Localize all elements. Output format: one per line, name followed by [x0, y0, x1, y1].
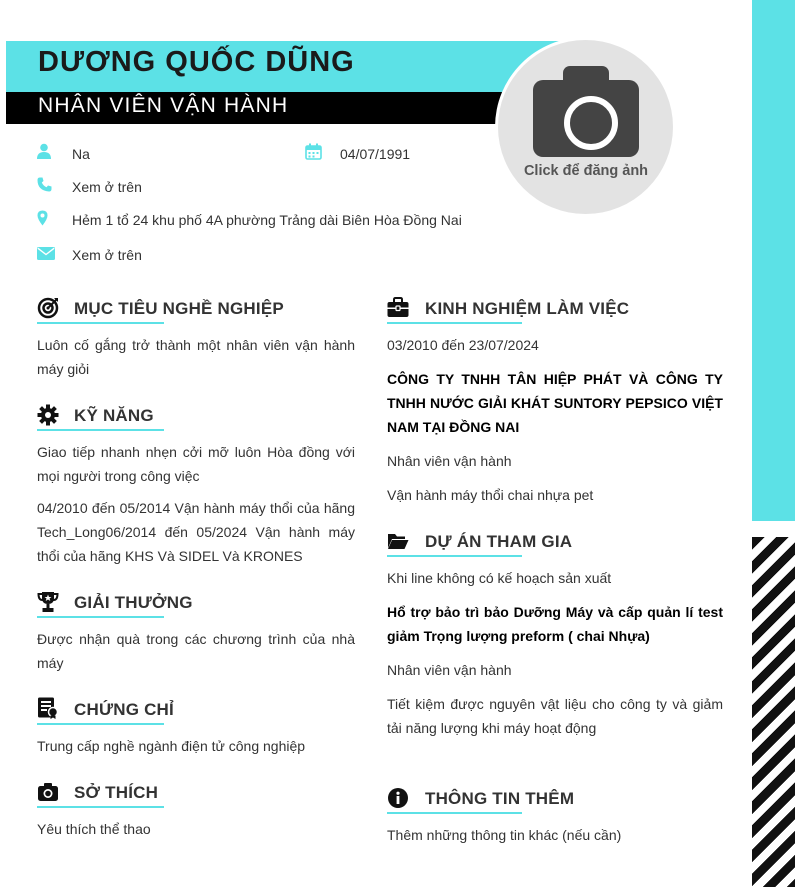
decor-cyan-bar [752, 0, 795, 521]
certificates-title[interactable]: CHỨNG CHỈ [74, 700, 174, 719]
calendar-icon [305, 143, 322, 165]
gender-value[interactable]: Na [72, 146, 90, 162]
additional-underline [387, 812, 522, 814]
location-icon [37, 210, 48, 231]
hobbies-text[interactable]: Yêu thích thể thao [37, 821, 151, 837]
project-role[interactable]: Nhân viên vận hành [387, 662, 512, 678]
skill-item[interactable]: 04/2010 đến 05/2014 Vận hành máy thổi của hãng Tech_Long06/2014 đến 05/2024 Vận hành máy thổi của hãng KHS Và SIDEL Và KRONES [37, 500, 355, 564]
email-icon [37, 247, 55, 265]
experience-company[interactable]: CÔNG TY TNHH TÂN HIỆP PHÁT VÀ CÔNG TY TNHH NƯỚC GIẢI KHÁT SUNTORY PEPSICO VIỆT NAM TẠI ĐỒNG NAI [387, 371, 723, 435]
objective-title[interactable]: MỤC TIÊU NGHỀ NGHIỆP [74, 299, 284, 318]
skills-underline [37, 429, 164, 431]
gear-icon [37, 404, 59, 426]
skills-title[interactable]: KỸ NĂNG [74, 406, 154, 425]
info-icon [387, 787, 409, 809]
objective-underline [37, 322, 164, 324]
trophy-icon [37, 591, 59, 613]
additional-title[interactable]: THÔNG TIN THÊM [425, 789, 575, 808]
awards-underline [37, 616, 164, 618]
camera-icon [37, 781, 59, 803]
awards-text[interactable]: Được nhận quà trong các chương trình của nhà máy [37, 631, 355, 671]
experience-position[interactable]: Nhân viên vận hành [387, 453, 512, 469]
experience-description[interactable]: Vận hành máy thổi chai nhựa pet [387, 487, 594, 503]
phone-value[interactable]: Xem ở trên [72, 179, 142, 195]
camera-lens-icon [564, 96, 618, 150]
user-icon [36, 143, 52, 164]
photo-upload-label[interactable]: Click để đăng ảnh [523, 163, 649, 179]
skill-item[interactable]: Giao tiếp nhanh nhẹn cởi mỡ luôn Hòa đồng với mọi người trong công việc [37, 444, 355, 484]
folder-open-icon [387, 530, 409, 552]
project-description[interactable]: Tiết kiệm được nguyên vật liệu cho công ty và giảm tải năng lượng khi máy hoạt động [387, 696, 723, 736]
briefcase-icon [387, 297, 409, 319]
address-value[interactable]: Hẻm 1 tổ 24 khu phố 4A phường Trảng dài Biên Hòa Đồng Nai [72, 212, 462, 228]
experience-period[interactable]: 03/2010 đến 23/07/2024 [387, 337, 539, 353]
email-value[interactable]: Xem ở trên [72, 247, 142, 263]
target-icon [37, 297, 59, 319]
experience-title[interactable]: KINH NGHIỆM LÀM VIỆC [425, 299, 630, 318]
project-context[interactable]: Khi line không có kế hoạch sản xuất [387, 570, 612, 586]
additional-text[interactable]: Thêm những thông tin khác (nếu cần) [387, 827, 622, 843]
projects-title[interactable]: DỰ ÁN THAM GIA [425, 532, 573, 551]
job-title[interactable]: NHÂN VIÊN VẬN HÀNH [38, 94, 289, 117]
project-name[interactable]: Hổ trợ bảo trì bảo Dưỡng Máy và cấp quản lí test giảm Trọng lượng preform ( chai Nhựa) [387, 604, 723, 644]
phone-icon [37, 177, 52, 197]
birthdate-value[interactable]: 04/07/1991 [340, 146, 411, 162]
projects-underline [387, 555, 522, 557]
objective-text[interactable]: Luôn cố gắng trở thành một nhân viên vận hành máy giỏi [37, 337, 355, 377]
hobbies-title[interactable]: SỞ THÍCH [74, 783, 159, 802]
full-name[interactable]: DƯƠNG QUỐC DŨNG [38, 46, 355, 78]
certificates-text[interactable]: Trung cấp nghề ngành điện tử công nghiệp [37, 738, 306, 754]
certificates-underline [37, 723, 164, 725]
decor-stripe-bar [752, 537, 795, 887]
hobbies-underline [37, 806, 164, 808]
certificate-icon [37, 697, 59, 719]
experience-underline [387, 322, 522, 324]
awards-title[interactable]: GIẢI THƯỞNG [74, 593, 193, 612]
